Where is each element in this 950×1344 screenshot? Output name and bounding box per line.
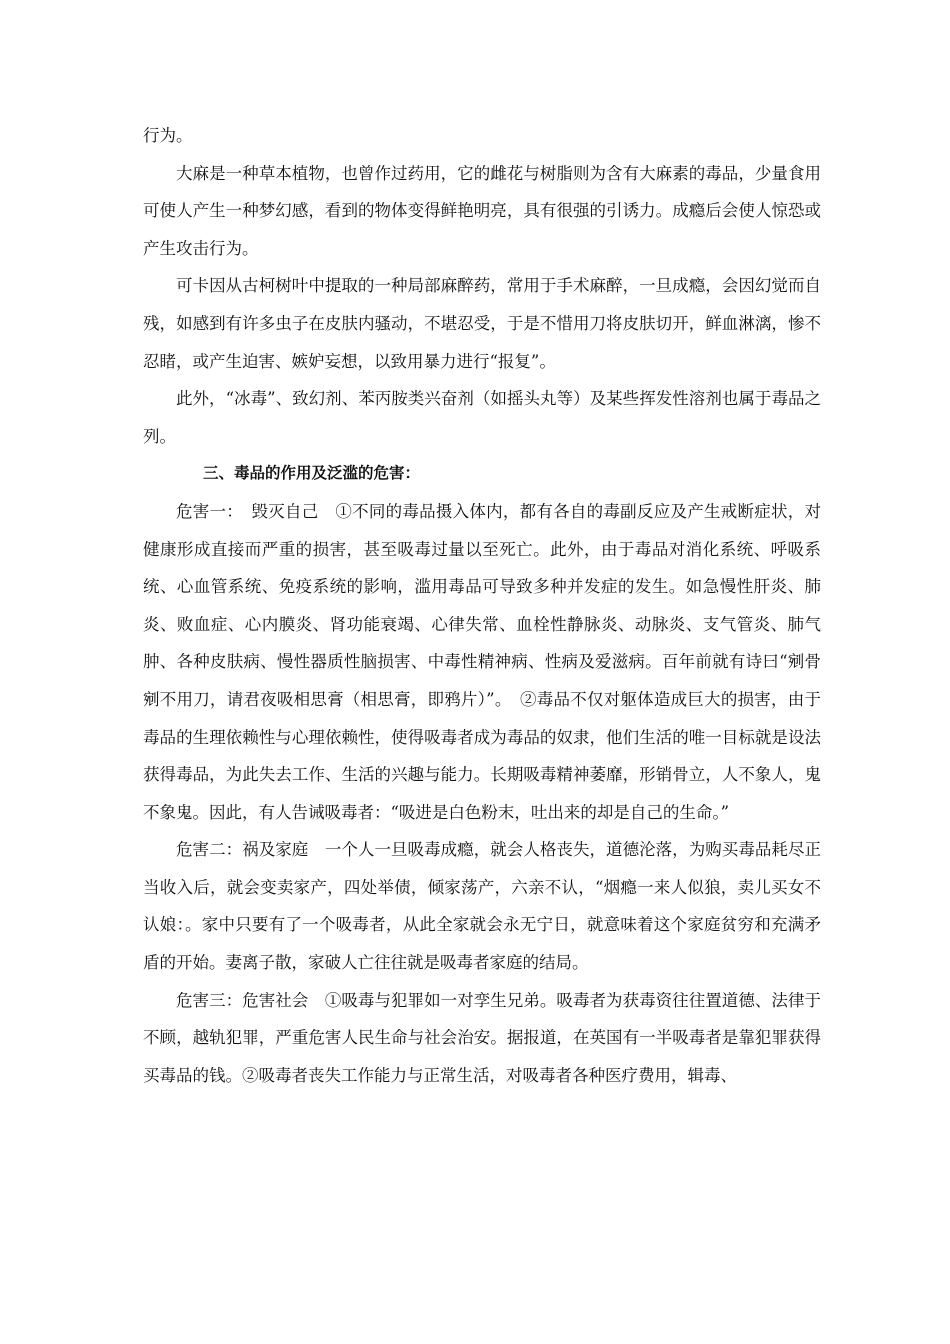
- paragraph-harm-two: 危害二：祸及家庭 一个人一旦吸毒成瘾，就会人格丧失，道德沦落，为购买毒品耗尽正当收入后，就会变卖家产，四处举债，倾家荡产，六亲不认，“烟瘾一来人似狼，卖儿买女不认娘：。家中只要有了一个吸毒者，从此全家就会永无宁日，就意味着这个家庭贫穷和充满矛盾的开始。妻离子散，家破人亡往往就是吸毒者家庭的结局。: [143, 840, 821, 973]
- paragraph-cannabis: 大麻是一种草本植物，也曾作过药用，它的雌花与树脂则为含有大麻素的毒品，少量食用可使人产生一种梦幻感，看到的物体变得鲜艳明亮，具有很强的引诱力。成瘾后会使人惊恐或产生攻击行为。: [143, 163, 821, 258]
- paragraph-continuation: 行为。: [143, 126, 193, 145]
- paragraph-harm-one: 危害一： 毁灭自己 ①不同的毒品摄入体内，都有各自的毒副反应及产生戒断症状，对健康形成直接而严重的损害，甚至吸毒过量以至死亡。此外，由于毒品对消化系统、呼吸系统、心血管系统、免疫系统的影响，滥用毒品可导致多种并发症的发生。如急慢性肝炎、肺炎、败血症、心内膜炎、肾功能衰竭、心律失常、血栓性静脉炎、动脉炎、支气管炎、肺气肿、各种皮肤病、慢性器质性脑损害、中毒性精神病、性病及爱滋病。百年前就有诗曰“剜骨剜不用刀，请君夜吸相思膏（相思膏，即鸦片）”。 ②毒品不仅对躯体造成巨大的损害，由于毒品的生理依赖性与心理依赖性，使得吸毒者成为毒品的奴隶，他们生活的唯一目标就是设法获得毒品，为此失去工作、生活的兴趣与能力。长期吸毒精神萎靡，形销骨立，人不象人，鬼不象鬼。因此，有人告诫吸毒者：“吸进是白色粉末，吐出来的却是自己的生命。”: [143, 501, 821, 822]
- document-body: [143, 117, 821, 1094]
- paragraph-cocaine: 可卡因从古柯树叶中提取的一种局部麻醉药，常用于手术麻醉，一旦成瘾，会因幻觉而自残，如感到有许多虫子在皮肤内骚动，不堪忍受，于是不惜用刀将皮肤切开，鲜血淋漓，惨不忍睹，或产生迫害、嫉妒妄想，以致用暴力进行“报复”。: [143, 276, 821, 371]
- paragraph-harm-three: 危害三：危害社会 ①吸毒与犯罪如一对孪生兄弟。吸毒者为获毒资往往置道德、法律于不顾，越轨犯罪，严重危害人民生命与社会治安。据报道，在英国有一半吸毒者是靠犯罪获得买毒品的钱。②吸毒者丧失工作能力与正常生活，对吸毒者各种医疗费用，辑毒、: [143, 990, 821, 1085]
- paragraph-other-drugs: 此外，“冰毒”、致幻剂、苯丙胺类兴奋剂（如摇头丸等）及某些挥发性溶剂也属于毒品之列。: [143, 389, 821, 446]
- section-heading: 三、毒品的作用及泛滥的危害：: [203, 464, 421, 483]
